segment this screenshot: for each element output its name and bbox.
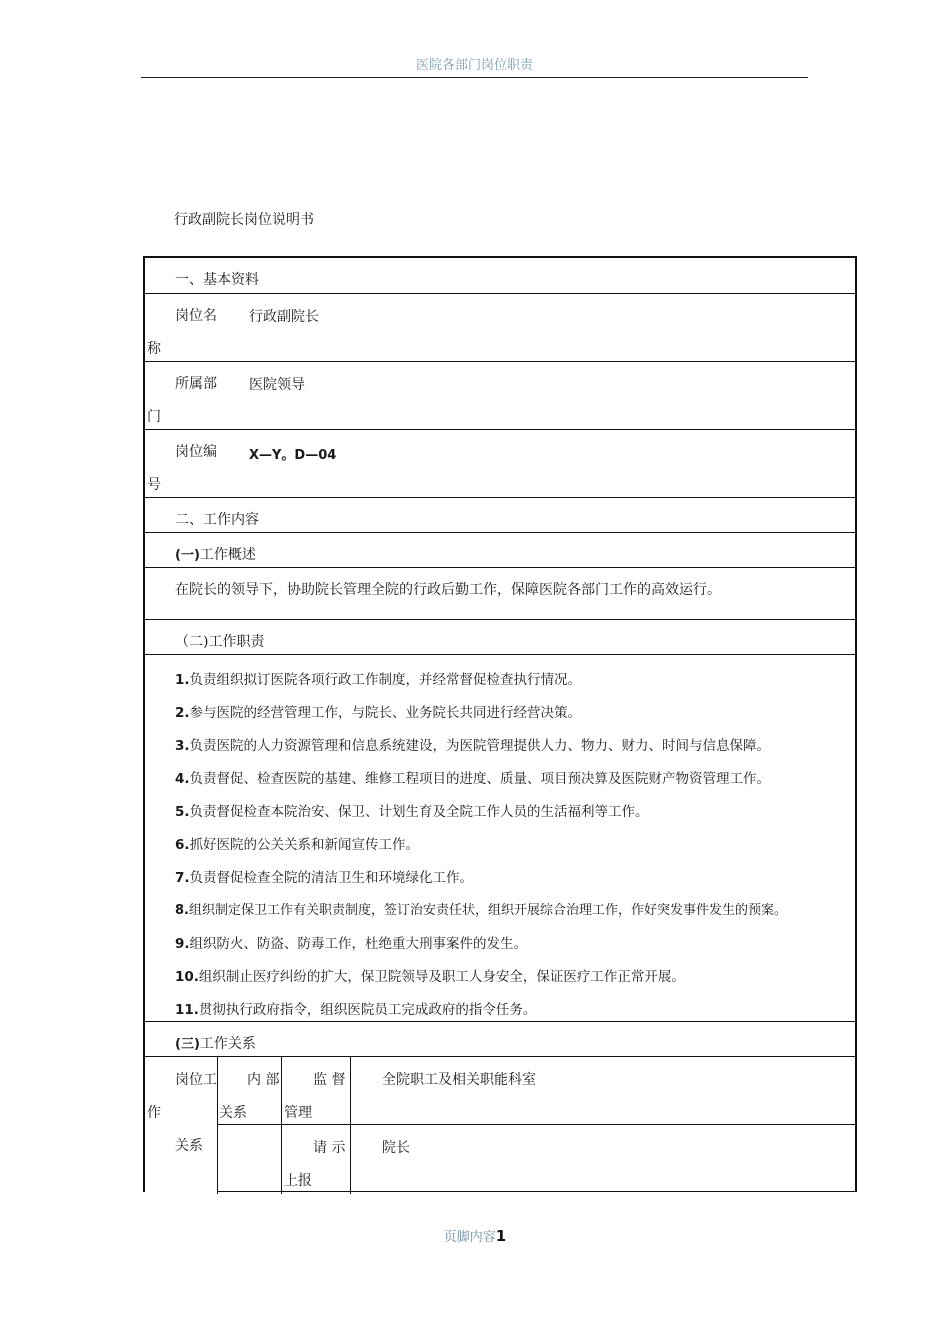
relations-table [145, 1057, 855, 1194]
page-footer [0, 1226, 950, 1245]
duty-item: 1.负责组织拟订医院各项行政工作制度，并经常督促检查执行情况。 [175, 672, 582, 688]
duty-item: 10.组织制止医疗纠纷的扩大，保卫院领导及职工人身安全，保证医疗工作正常开展。 [175, 969, 685, 985]
department-label-cont: 门 [147, 409, 161, 425]
relations-col1-label-cont: 作 [147, 1105, 161, 1121]
relations-col1-label: 岗位工 [175, 1072, 217, 1088]
overview-header [145, 533, 855, 568]
position-name-value: 行政副院长 [249, 309, 319, 325]
footer-label: 页脚内容 [443, 1230, 496, 1245]
duties-header [145, 620, 855, 655]
job-description-table [143, 256, 857, 1192]
relations-header [145, 1022, 855, 1057]
relations-divider [217, 1124, 855, 1125]
relations-divider [281, 1057, 282, 1194]
position-code-label: 岗位编 [175, 444, 217, 460]
supervise-label: 监 督 [313, 1072, 346, 1088]
relations-divider [350, 1057, 351, 1194]
duty-item: 2.参与医院的经营管理工作，与院长、业务院长共同进行经营决策。 [175, 705, 582, 721]
report-value: 院长 [382, 1140, 410, 1156]
duties-list [145, 655, 855, 1022]
row-position-code [145, 430, 855, 498]
row-department [145, 362, 855, 430]
duty-item: 9.组织防火、防盗、防毒工作，杜绝重大刑事案件的发生。 [175, 936, 528, 952]
position-code-value: X—Y。D—04 [249, 448, 337, 463]
report-label: 请 示 [313, 1140, 346, 1156]
section-work-title: 二、工作内容 [175, 512, 259, 528]
relations-title: 工作关系 [199, 1036, 256, 1052]
relations-divider [217, 1191, 855, 1192]
position-name-label-cont: 称 [147, 341, 161, 357]
relations-number: (三) [175, 1037, 200, 1052]
document-title: 行政副院长岗位说明书 [174, 212, 314, 228]
section-basic-title: 一、基本资料 [175, 272, 259, 288]
duty-item: 4.负责督促、检查医院的基建、维修工程项目的进度、质量、项目预决算及医院财产物资管理工作。 [175, 771, 771, 787]
duty-item: 5.负责督促检查本院治安、保卫、计划生育及全院工作人员的生活福利等工作。 [175, 804, 649, 820]
section-work-content [145, 498, 855, 533]
overview-body [145, 568, 855, 620]
department-value: 医院领导 [249, 377, 305, 393]
overview-text: 在院长的领导下，协助院长管理全院的行政后勤工作，保障医院各部门工作的高效运行。 [175, 582, 721, 598]
duty-item: 8.组织制定保卫工作有关职责制度，签订治安责任状，组织开展综合治理工作，作好突发事件发生的预案。 [175, 903, 787, 918]
relations-divider [217, 1057, 218, 1194]
position-name-label: 岗位名 [175, 308, 217, 324]
position-code-label-cont: 号 [147, 477, 161, 493]
relations-col1-label-end: 关系 [175, 1138, 203, 1154]
duty-item: 6.抓好医院的公关关系和新闻宣传工作。 [175, 837, 420, 853]
duty-item: 11.贯彻执行政府指令，组织医院员工完成政府的指令任务。 [175, 1002, 537, 1018]
duties-title: （二)工作职责 [175, 634, 265, 650]
supervise-label-cont: 管理 [284, 1105, 312, 1121]
relations-col2-label-cont: 关系 [219, 1105, 247, 1121]
duty-item: 3.负责医院的人力资源管理和信息系统建设，为医院管理提供人力、物力、财力、时间与信息保障。 [175, 738, 771, 754]
relations-col2-label: 内 部 [247, 1072, 280, 1088]
supervise-value: 全院职工及相关职能科室 [382, 1072, 536, 1088]
duty-item: 7.负责督促检查全院的清洁卫生和环境绿化工作。 [175, 870, 474, 886]
section-basic-info [145, 258, 855, 294]
page-number: 1 [495, 1227, 507, 1245]
overview-title: 工作概述 [199, 547, 256, 563]
department-label: 所属部 [175, 376, 217, 392]
running-title: 医院各部门岗位职责 [415, 58, 533, 73]
overview-number: (一) [175, 548, 200, 563]
running-header [141, 54, 808, 78]
row-position-name [145, 294, 855, 362]
report-label-cont: 上报 [284, 1173, 312, 1189]
